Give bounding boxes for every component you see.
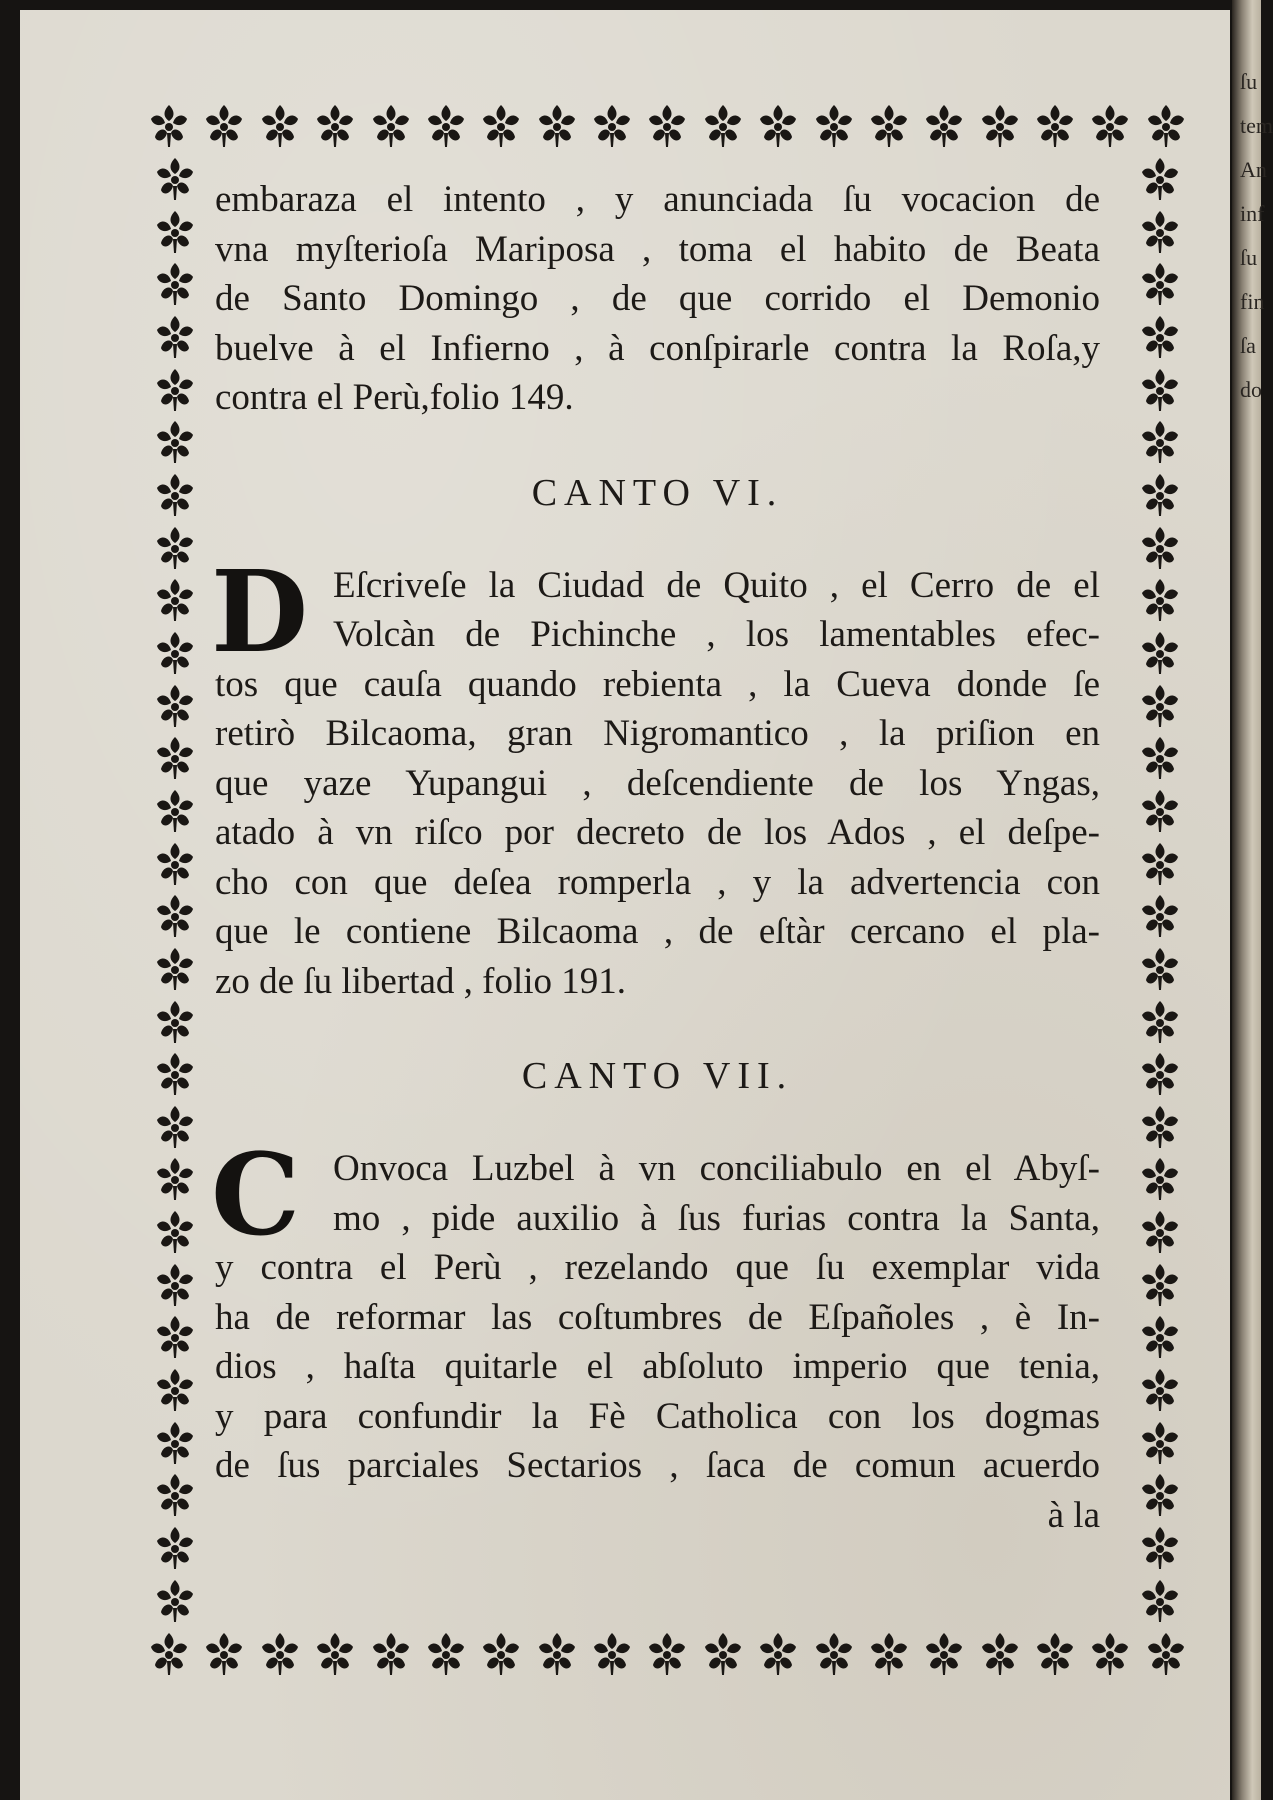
drop-cap-initial: D: [211, 546, 309, 678]
text-line: que yaze Yupangui , deſcendiente de los Yngas,: [215, 762, 1100, 804]
fleuron-ornament: [367, 1631, 415, 1677]
fleuron-ornament: [151, 1104, 199, 1150]
fleuron-ornament: [256, 103, 304, 149]
fleuron-ornament: [145, 1631, 193, 1677]
canto-7-heading: CANTO VII.: [521, 1055, 794, 1097]
fleuron-ornament: [256, 1631, 304, 1677]
fleuron-ornament: [1136, 1156, 1184, 1202]
fleuron-ornament: [533, 103, 581, 149]
fleuron-ornament: [151, 735, 199, 781]
canto-7-paragraph: [211, 1130, 1100, 1540]
text-line: tos que cauſa quando rebienta , la Cueva donde ſe: [215, 663, 1100, 705]
fleuron-ornament: [477, 103, 525, 149]
text-line: mo , pide auxilio à ſus furias contra la Santa,: [333, 1197, 1100, 1239]
text-line: y contra el Perù , rezelando que ſu exemplar vida: [215, 1247, 1100, 1288]
fleuron-ornament: [151, 1314, 199, 1360]
text-line: contra el Perù,folio 149.: [215, 377, 574, 418]
fleuron-ornament: [1136, 841, 1184, 887]
fleuron-ornament: [151, 1209, 199, 1255]
text-line: buelve à el Infierno , à conſpirarle contra la Roſa,y: [215, 327, 1100, 369]
opening-paragraph: [215, 175, 1100, 423]
fleuron-ornament: [151, 209, 199, 255]
fleuron-ornament: [151, 946, 199, 992]
fleuron-ornament: [151, 999, 199, 1045]
fleuron-ornament: [533, 1631, 581, 1677]
fleuron-ornament: [1136, 1525, 1184, 1571]
fleuron-ornament: [1136, 630, 1184, 676]
fleuron-ornament: [151, 1525, 199, 1571]
frame-bottom-border: [145, 1628, 1190, 1680]
fleuron-ornament: [920, 103, 968, 149]
fleuron-ornament: [588, 103, 636, 149]
fleuron-ornament: [754, 103, 802, 149]
fleuron-ornament: [151, 367, 199, 413]
fleuron-ornament: [151, 1472, 199, 1518]
fleuron-ornament: [754, 1631, 802, 1677]
fleuron-ornament: [477, 1631, 525, 1677]
fleuron-ornament: [200, 1631, 248, 1677]
text-line: dios , haſta quitarle el abſoluto imperio que tenia,: [215, 1346, 1100, 1387]
text-line: atado à vn riſco por decreto de los Ados , el deſpe-: [215, 812, 1100, 853]
fleuron-ornament: [1086, 103, 1134, 149]
fleuron-ornament: [1136, 1367, 1184, 1413]
fleuron-ornament: [151, 1367, 199, 1413]
frame-left-border: [145, 156, 205, 1624]
text-block: [211, 175, 1100, 1540]
fleuron-ornament: [920, 1631, 968, 1677]
fleuron-ornament: [151, 841, 199, 887]
text-line: retirò Bilcaoma, gran Nigromantico , la priſion en: [215, 713, 1100, 754]
fleuron-ornament: [1136, 472, 1184, 518]
fleuron-ornament: [1136, 577, 1184, 623]
fleuron-ornament: [810, 1631, 858, 1677]
text-line: de ſus parciales Sectarios , ſaca de comun acuerdo: [215, 1445, 1100, 1486]
fleuron-ornament: [151, 314, 199, 360]
text-line: embaraza el intento , y anunciada ſu vocacion de: [215, 179, 1100, 220]
text-line: cho con que deſea romperla , y la advertencia con: [215, 861, 1100, 903]
text-line: de Santo Domingo , de que corrido el Demonio: [215, 278, 1100, 319]
drop-cap-initial: C: [211, 1130, 301, 1261]
text-line: vna myſterioſa Mariposa , toma el habito de Beata: [215, 228, 1100, 270]
next-page-edge: ſu tem An inf ſu fin ſa do: [1240, 69, 1273, 402]
fleuron-ornament: [151, 788, 199, 834]
text-line: y para confundir la Fè Catholica con los dogmas: [215, 1395, 1100, 1437]
text-line: que le contiene Bilcaoma , de eſtàr cercano el pla-: [215, 911, 1100, 952]
frame-top-border: [145, 100, 1190, 152]
fleuron-ornament: [151, 893, 199, 939]
fleuron-ornament: [1136, 156, 1184, 202]
fleuron-ornament: [1136, 419, 1184, 465]
fleuron-ornament: [699, 1631, 747, 1677]
fleuron-ornament: [1136, 1051, 1184, 1097]
fleuron-ornament: [151, 1051, 199, 1097]
fleuron-ornament: [151, 1578, 199, 1624]
fleuron-ornament: [643, 103, 691, 149]
catchword: à la: [1047, 1494, 1100, 1536]
fleuron-ornament: [1136, 1104, 1184, 1150]
fleuron-ornament: [1136, 946, 1184, 992]
fleuron-ornament: [151, 261, 199, 307]
text-line: Volcàn de Pichinche , los lamentables efec-: [333, 614, 1100, 655]
fleuron-ornament: [422, 1631, 470, 1677]
fleuron-ornament: [1136, 999, 1184, 1045]
fleuron-ornament: [643, 1631, 691, 1677]
fleuron-ornament: [311, 1631, 359, 1677]
fleuron-ornament: [1142, 1631, 1190, 1677]
fleuron-ornament: [1136, 314, 1184, 360]
fleuron-ornament: [1136, 1209, 1184, 1255]
fleuron-ornament: [151, 577, 199, 623]
fleuron-ornament: [422, 103, 470, 149]
fleuron-ornament: [1136, 735, 1184, 781]
text-line: Eſcriveſe la Ciudad de Quito , el Cerro de el: [333, 564, 1100, 606]
fleuron-ornament: [1136, 1262, 1184, 1308]
fleuron-ornament: [699, 103, 747, 149]
fleuron-ornament: [200, 103, 248, 149]
fleuron-ornament: [151, 1420, 199, 1466]
fleuron-ornament: [1136, 683, 1184, 729]
fleuron-ornament: [976, 1631, 1024, 1677]
fleuron-ornament: [151, 419, 199, 465]
fleuron-ornament: [976, 103, 1024, 149]
fleuron-ornament: [1136, 1420, 1184, 1466]
fleuron-ornament: [1086, 1631, 1134, 1677]
fleuron-ornament: [1136, 261, 1184, 307]
text-line: ha de reformar las coſtumbres de Eſpañoles , è In-: [215, 1296, 1100, 1338]
fleuron-ornament: [1136, 893, 1184, 939]
fleuron-ornament: [1136, 209, 1184, 255]
fleuron-ornament: [865, 103, 913, 149]
fleuron-ornament: [151, 683, 199, 729]
fleuron-ornament: [1136, 1314, 1184, 1360]
fleuron-ornament: [151, 1156, 199, 1202]
fleuron-ornament: [1031, 1631, 1079, 1677]
fleuron-ornament: [1136, 1578, 1184, 1624]
fleuron-ornament: [588, 1631, 636, 1677]
fleuron-ornament: [367, 103, 415, 149]
fleuron-ornament: [151, 525, 199, 571]
fleuron-ornament: [151, 630, 199, 676]
fleuron-ornament: [151, 1262, 199, 1308]
fleuron-ornament: [1136, 525, 1184, 571]
fleuron-ornament: [1031, 103, 1079, 149]
fleuron-ornament: [1142, 103, 1190, 149]
fleuron-ornament: [1136, 367, 1184, 413]
text-line: zo de ſu libertad , folio 191.: [215, 960, 627, 1002]
fleuron-ornament: [311, 103, 359, 149]
fleuron-ornament: [810, 103, 858, 149]
frame-right-border: [1130, 156, 1190, 1624]
fleuron-ornament: [151, 156, 199, 202]
canto-6-heading: CANTO VI.: [531, 471, 784, 514]
fleuron-ornament: [1136, 788, 1184, 834]
text-line: Onvoca Luzbel à vn conciliabulo en el Abyſ-: [333, 1148, 1100, 1189]
canto-6-paragraph: [211, 546, 1100, 1007]
fleuron-ornament: [145, 103, 193, 149]
fleuron-ornament: [151, 472, 199, 518]
fleuron-ornament: [1136, 1472, 1184, 1518]
fleuron-ornament: [865, 1631, 913, 1677]
